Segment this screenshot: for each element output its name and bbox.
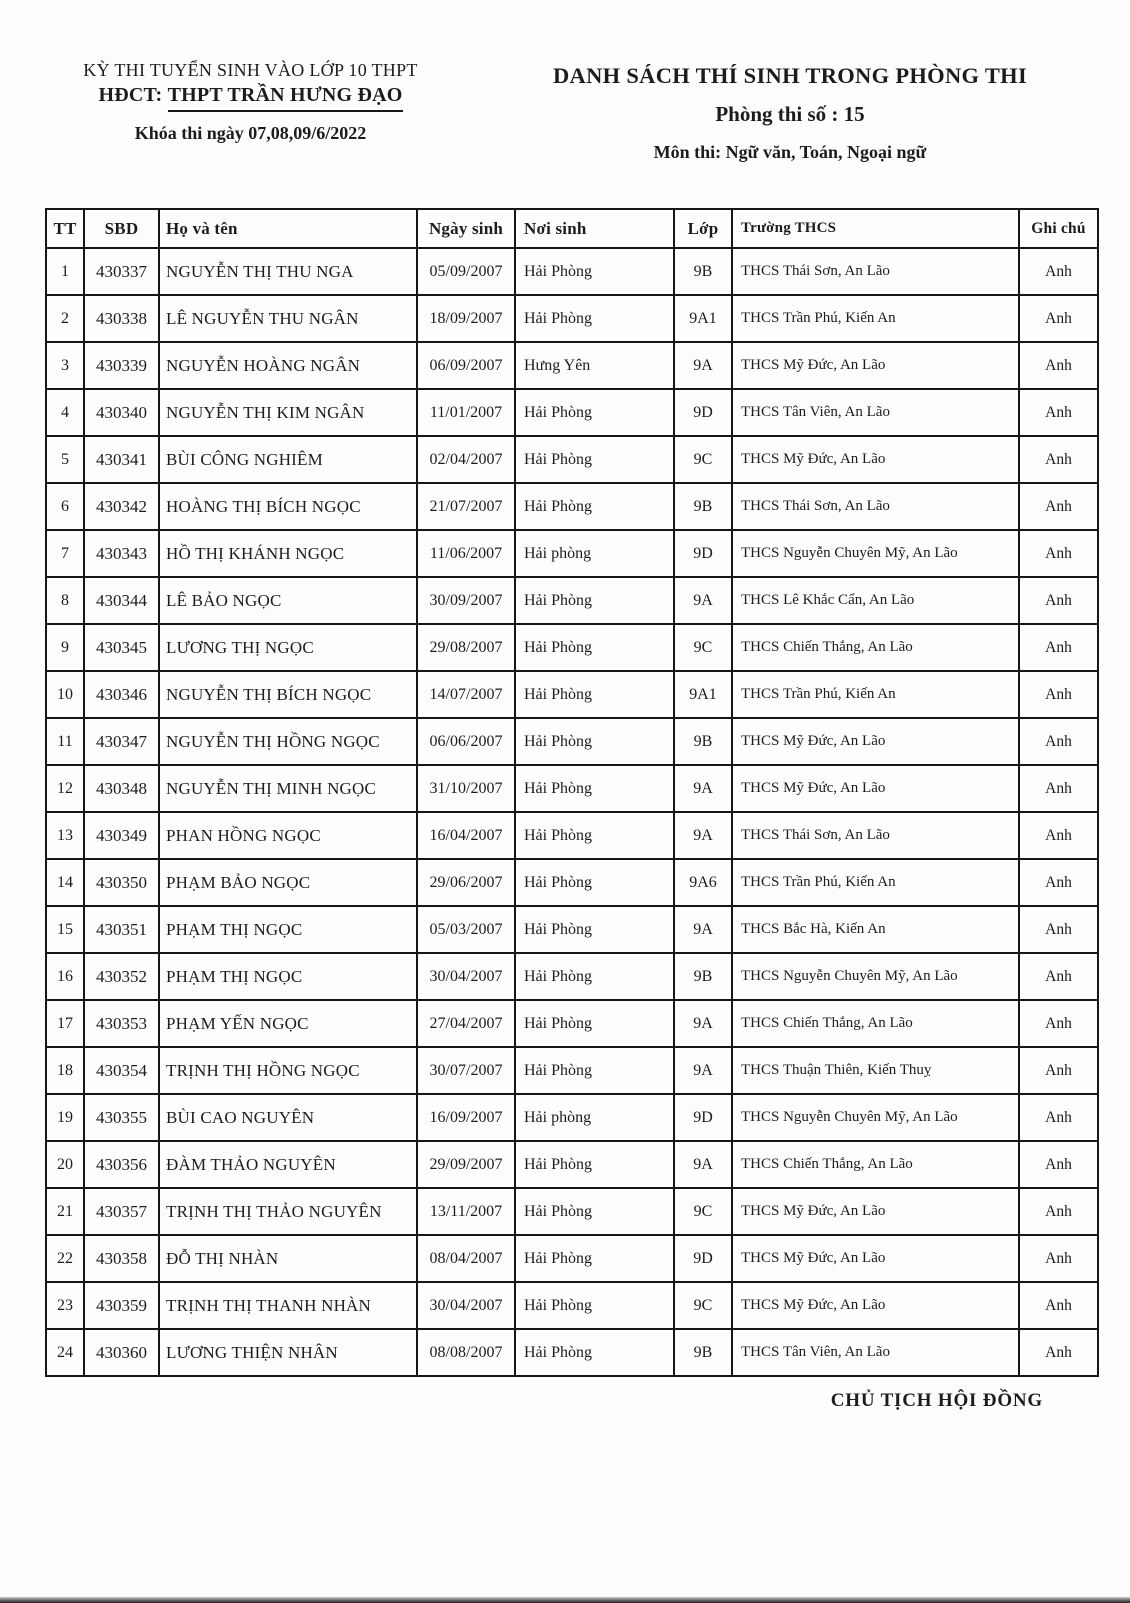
cell-class: 9C: [674, 1188, 732, 1235]
cell-full-name: PHẠM YẾN NGỌC: [159, 1000, 417, 1047]
cell-tt: 18: [46, 1047, 84, 1094]
cell-sbd: 430339: [84, 342, 159, 389]
cell-sbd: 430349: [84, 812, 159, 859]
cell-tt: 19: [46, 1094, 84, 1141]
cell-sbd: 430344: [84, 577, 159, 624]
cell-class: 9A: [674, 577, 732, 624]
cell-birth-date: 06/06/2007: [417, 718, 515, 765]
cell-tt: 3: [46, 342, 84, 389]
cell-birth-place: Hải Phòng: [515, 859, 674, 906]
cell-note: Anh: [1019, 530, 1098, 577]
cell-birth-date: 11/01/2007: [417, 389, 515, 436]
cell-class: 9A6: [674, 859, 732, 906]
cell-birth-place: Hải Phòng: [515, 1235, 674, 1282]
table-row: [46, 859, 1098, 906]
cell-birth-date: 02/04/2007: [417, 436, 515, 483]
cell-sbd: 430342: [84, 483, 159, 530]
cell-birth-date: 30/04/2007: [417, 953, 515, 1000]
cell-birth-date: 30/07/2007: [417, 1047, 515, 1094]
cell-full-name: BÙI CAO NGUYÊN: [159, 1094, 417, 1141]
cell-birth-place: Hưng Yên: [515, 342, 674, 389]
cell-full-name: LÊ BẢO NGỌC: [159, 577, 417, 624]
cell-birth-date: 14/07/2007: [417, 671, 515, 718]
cell-birth-date: 16/04/2007: [417, 812, 515, 859]
cell-note: Anh: [1019, 1235, 1098, 1282]
cell-secondary-school: THCS Tân Viên, An Lão: [732, 1329, 1019, 1376]
cell-class: 9A: [674, 1047, 732, 1094]
cell-birth-place: Hải Phòng: [515, 765, 674, 812]
cell-birth-date: 30/09/2007: [417, 577, 515, 624]
cell-tt: 8: [46, 577, 84, 624]
cell-birth-date: 30/04/2007: [417, 1282, 515, 1329]
cell-class: 9A: [674, 812, 732, 859]
table-row: [46, 1329, 1098, 1376]
cell-sbd: 430352: [84, 953, 159, 1000]
cell-tt: 1: [46, 248, 84, 295]
cell-secondary-school: THCS Bắc Hà, Kiến An: [732, 906, 1019, 953]
cell-class: 9D: [674, 530, 732, 577]
cell-class: 9B: [674, 248, 732, 295]
cell-birth-date: 08/08/2007: [417, 1329, 515, 1376]
cell-tt: 4: [46, 389, 84, 436]
cell-sbd: 430347: [84, 718, 159, 765]
cell-birth-place: Hải phòng: [515, 530, 674, 577]
signature-title: CHỦ TỊCH HỘI ĐỒNG: [830, 1390, 1043, 1411]
cell-tt: 2: [46, 295, 84, 342]
cell-birth-place: Hải Phòng: [515, 718, 674, 765]
cell-birth-date: 16/09/2007: [417, 1094, 515, 1141]
cell-tt: 12: [46, 765, 84, 812]
table-row: [46, 1141, 1098, 1188]
cell-class: 9A1: [674, 295, 732, 342]
table-row: [46, 671, 1098, 718]
table-row: [46, 718, 1098, 765]
cell-tt: 13: [46, 812, 84, 859]
column-header-tt: TT: [46, 209, 84, 248]
cell-full-name: PHAN HỒNG NGỌC: [159, 812, 417, 859]
cell-birth-place: Hải Phòng: [515, 389, 674, 436]
cell-birth-place: Hải Phòng: [515, 436, 674, 483]
cell-sbd: 430356: [84, 1141, 159, 1188]
cell-birth-place: Hải Phòng: [515, 483, 674, 530]
cell-sbd: 430360: [84, 1329, 159, 1376]
cell-sbd: 430357: [84, 1188, 159, 1235]
cell-secondary-school: THCS Nguyễn Chuyên Mỹ, An Lão: [732, 530, 1019, 577]
cell-secondary-school: THCS Thái Sơn, An Lão: [732, 812, 1019, 859]
cell-class: 9A1: [674, 671, 732, 718]
cell-secondary-school: THCS Mỹ Đức, An Lão: [732, 1235, 1019, 1282]
cell-birth-place: Hải Phòng: [515, 1000, 674, 1047]
cell-sbd: 430338: [84, 295, 159, 342]
cell-full-name: NGUYỄN THỊ BÍCH NGỌC: [159, 671, 417, 718]
cell-sbd: 430343: [84, 530, 159, 577]
exam-subjects: Môn thi: Ngữ văn, Toán, Ngoại ngữ: [653, 142, 927, 162]
cell-sbd: 430350: [84, 859, 159, 906]
cell-full-name: TRỊNH THỊ HỒNG NGỌC: [159, 1047, 417, 1094]
cell-secondary-school: THCS Mỹ Đức, An Lão: [732, 1188, 1019, 1235]
cell-birth-date: 21/07/2007: [417, 483, 515, 530]
cell-birth-place: Hải Phòng: [515, 248, 674, 295]
cell-full-name: ĐÀM THẢO NGUYÊN: [159, 1141, 417, 1188]
table-row: [46, 1188, 1098, 1235]
cell-tt: 24: [46, 1329, 84, 1376]
cell-sbd: 430354: [84, 1047, 159, 1094]
cell-secondary-school: THCS Tân Viên, An Lão: [732, 389, 1019, 436]
cell-note: Anh: [1019, 859, 1098, 906]
cell-birth-date: 29/09/2007: [417, 1141, 515, 1188]
exam-session-title: KỲ THI TUYỂN SINH VÀO LỚP 10 THPT: [83, 60, 418, 80]
cell-birth-place: Hải Phòng: [515, 953, 674, 1000]
cell-class: 9C: [674, 624, 732, 671]
cell-birth-date: 29/06/2007: [417, 859, 515, 906]
cell-birth-place: Hải Phòng: [515, 624, 674, 671]
exam-dates: Khóa thi ngày 07,08,09/6/2022: [134, 123, 367, 143]
scan-artifact-bar: [0, 1597, 1130, 1603]
cell-note: Anh: [1019, 953, 1098, 1000]
cell-secondary-school: THCS Mỹ Đức, An Lão: [732, 718, 1019, 765]
cell-secondary-school: THCS Mỹ Đức, An Lão: [732, 342, 1019, 389]
cell-note: Anh: [1019, 1000, 1098, 1047]
cell-sbd: 430359: [84, 1282, 159, 1329]
cell-birth-place: Hải Phòng: [515, 1188, 674, 1235]
cell-class: 9A: [674, 1141, 732, 1188]
cell-note: Anh: [1019, 671, 1098, 718]
cell-full-name: BÙI CÔNG NGHIÊM: [159, 436, 417, 483]
cell-birth-date: 05/03/2007: [417, 906, 515, 953]
cell-tt: 21: [46, 1188, 84, 1235]
cell-full-name: PHẠM THỊ NGỌC: [159, 906, 417, 953]
cell-birth-date: 13/11/2007: [417, 1188, 515, 1235]
council-prefix: HĐCT:: [98, 84, 168, 106]
cell-note: Anh: [1019, 1047, 1098, 1094]
cell-secondary-school: THCS Thái Sơn, An Lão: [732, 248, 1019, 295]
cell-sbd: 430351: [84, 906, 159, 953]
cell-class: 9B: [674, 953, 732, 1000]
cell-birth-date: 27/04/2007: [417, 1000, 515, 1047]
cell-note: Anh: [1019, 765, 1098, 812]
cell-full-name: PHẠM BẢO NGỌC: [159, 859, 417, 906]
cell-full-name: ĐỖ THỊ NHÀN: [159, 1235, 417, 1282]
cell-secondary-school: THCS Mỹ Đức, An Lão: [732, 765, 1019, 812]
cell-tt: 14: [46, 859, 84, 906]
cell-full-name: PHẠM THỊ NGỌC: [159, 953, 417, 1000]
cell-class: 9C: [674, 1282, 732, 1329]
table-row: [46, 295, 1098, 342]
cell-birth-place: Hải Phòng: [515, 1282, 674, 1329]
exam-session-block: [38, 60, 463, 144]
candidate-table: [45, 208, 1099, 1377]
cell-secondary-school: THCS Trần Phú, Kiến An: [732, 671, 1019, 718]
cell-secondary-school: THCS Trần Phú, Kiến An: [732, 295, 1019, 342]
table-row: [46, 812, 1098, 859]
column-header-class: Lớp: [674, 209, 732, 248]
cell-class: 9D: [674, 1094, 732, 1141]
column-header-birth-date: Ngày sinh: [417, 209, 515, 248]
cell-birth-date: 05/09/2007: [417, 248, 515, 295]
page-title: DANH SÁCH THÍ SINH TRONG PHÒNG THI: [552, 63, 1028, 88]
cell-sbd: 430345: [84, 624, 159, 671]
cell-sbd: 430348: [84, 765, 159, 812]
cell-birth-date: 11/06/2007: [417, 530, 515, 577]
cell-secondary-school: THCS Nguyễn Chuyên Mỹ, An Lão: [732, 1094, 1019, 1141]
table-row: [46, 389, 1098, 436]
table-header-row: [46, 209, 1098, 248]
cell-secondary-school: THCS Chiến Thắng, An Lão: [732, 1000, 1019, 1047]
table-row: [46, 1282, 1098, 1329]
cell-note: Anh: [1019, 1329, 1098, 1376]
cell-class: 9D: [674, 389, 732, 436]
table-row: [46, 953, 1098, 1000]
cell-sbd: 430340: [84, 389, 159, 436]
cell-note: Anh: [1019, 483, 1098, 530]
table-row: [46, 530, 1098, 577]
table-row: [46, 624, 1098, 671]
cell-full-name: LƯƠNG THIỆN NHÂN: [159, 1329, 417, 1376]
cell-full-name: HỒ THỊ KHÁNH NGỌC: [159, 530, 417, 577]
cell-note: Anh: [1019, 1282, 1098, 1329]
cell-full-name: TRỊNH THỊ THANH NHÀN: [159, 1282, 417, 1329]
cell-birth-place: Hải Phòng: [515, 295, 674, 342]
column-header-sbd: SBD: [84, 209, 159, 248]
cell-note: Anh: [1019, 436, 1098, 483]
exam-council-line: [38, 84, 463, 112]
cell-secondary-school: THCS Mỹ Đức, An Lão: [732, 1282, 1019, 1329]
cell-class: 9C: [674, 436, 732, 483]
cell-note: Anh: [1019, 295, 1098, 342]
cell-birth-place: Hải Phòng: [515, 1047, 674, 1094]
cell-secondary-school: THCS Thái Sơn, An Lão: [732, 483, 1019, 530]
cell-birth-date: 06/09/2007: [417, 342, 515, 389]
cell-secondary-school: THCS Chiến Thắng, An Lão: [732, 624, 1019, 671]
cell-tt: 16: [46, 953, 84, 1000]
cell-secondary-school: THCS Chiến Thắng, An Lão: [732, 1141, 1019, 1188]
cell-full-name: HOÀNG THỊ BÍCH NGỌC: [159, 483, 417, 530]
cell-note: Anh: [1019, 812, 1098, 859]
cell-birth-place: Hải Phòng: [515, 906, 674, 953]
cell-sbd: 430355: [84, 1094, 159, 1141]
table-row: [46, 765, 1098, 812]
cell-secondary-school: THCS Lê Khắc Cẩn, An Lão: [732, 577, 1019, 624]
cell-secondary-school: THCS Nguyễn Chuyên Mỹ, An Lão: [732, 953, 1019, 1000]
table-row: [46, 436, 1098, 483]
cell-birth-place: Hải Phòng: [515, 577, 674, 624]
cell-tt: 9: [46, 624, 84, 671]
column-header-full-name: Họ và tên: [159, 209, 417, 248]
cell-tt: 11: [46, 718, 84, 765]
cell-birth-date: 31/10/2007: [417, 765, 515, 812]
cell-note: Anh: [1019, 342, 1098, 389]
cell-tt: 17: [46, 1000, 84, 1047]
table-row: [46, 342, 1098, 389]
cell-birth-date: 18/09/2007: [417, 295, 515, 342]
cell-full-name: NGUYỄN THỊ THU NGA: [159, 248, 417, 295]
cell-sbd: 430346: [84, 671, 159, 718]
cell-note: Anh: [1019, 248, 1098, 295]
table-row: [46, 1235, 1098, 1282]
cell-birth-date: 08/04/2007: [417, 1235, 515, 1282]
cell-full-name: LÊ NGUYỄN THU NGÂN: [159, 295, 417, 342]
cell-tt: 22: [46, 1235, 84, 1282]
table-row: [46, 483, 1098, 530]
column-header-secondary-school: Trường THCS: [732, 209, 1019, 248]
cell-class: 9B: [674, 483, 732, 530]
cell-sbd: 430353: [84, 1000, 159, 1047]
table-row: [46, 577, 1098, 624]
table-row: [46, 1000, 1098, 1047]
cell-tt: 6: [46, 483, 84, 530]
table-row: [46, 1094, 1098, 1141]
cell-note: Anh: [1019, 624, 1098, 671]
cell-full-name: NGUYỄN THỊ MINH NGỌC: [159, 765, 417, 812]
cell-note: Anh: [1019, 718, 1098, 765]
cell-sbd: 430341: [84, 436, 159, 483]
cell-sbd: 430337: [84, 248, 159, 295]
cell-class: 9A: [674, 342, 732, 389]
table-row: [46, 1047, 1098, 1094]
cell-note: Anh: [1019, 389, 1098, 436]
cell-sbd: 430358: [84, 1235, 159, 1282]
cell-full-name: NGUYỄN THỊ KIM NGÂN: [159, 389, 417, 436]
table-row: [46, 906, 1098, 953]
table-row: [46, 248, 1098, 295]
cell-birth-place: Hải phòng: [515, 1094, 674, 1141]
cell-birth-place: Hải Phòng: [515, 1329, 674, 1376]
cell-full-name: NGUYỄN THỊ HỒNG NGỌC: [159, 718, 417, 765]
cell-note: Anh: [1019, 577, 1098, 624]
cell-birth-place: Hải Phòng: [515, 1141, 674, 1188]
cell-class: 9A: [674, 906, 732, 953]
cell-note: Anh: [1019, 906, 1098, 953]
cell-secondary-school: THCS Thuận Thiên, Kiến Thuỵ: [732, 1047, 1019, 1094]
column-header-note: Ghi chú: [1019, 209, 1098, 248]
cell-class: 9B: [674, 718, 732, 765]
table-body: [46, 248, 1098, 1376]
column-header-birth-place: Nơi sinh: [515, 209, 674, 248]
cell-note: Anh: [1019, 1188, 1098, 1235]
cell-tt: 10: [46, 671, 84, 718]
cell-tt: 23: [46, 1282, 84, 1329]
cell-class: 9A: [674, 1000, 732, 1047]
cell-note: Anh: [1019, 1141, 1098, 1188]
cell-class: 9D: [674, 1235, 732, 1282]
exam-room-number: Phòng thi số : 15: [715, 102, 865, 126]
council-school-name: THPT TRẦN HƯNG ĐẠO: [168, 84, 403, 112]
cell-full-name: LƯƠNG THỊ NGỌC: [159, 624, 417, 671]
cell-tt: 15: [46, 906, 84, 953]
cell-tt: 5: [46, 436, 84, 483]
cell-tt: 20: [46, 1141, 84, 1188]
document-title-block: [505, 63, 1075, 163]
cell-secondary-school: THCS Mỹ Đức, An Lão: [732, 436, 1019, 483]
cell-birth-place: Hải Phòng: [515, 671, 674, 718]
cell-class: 9B: [674, 1329, 732, 1376]
cell-full-name: TRỊNH THỊ THẢO NGUYÊN: [159, 1188, 417, 1235]
cell-birth-place: Hải Phòng: [515, 812, 674, 859]
cell-birth-date: 29/08/2007: [417, 624, 515, 671]
cell-note: Anh: [1019, 1094, 1098, 1141]
cell-tt: 7: [46, 530, 84, 577]
cell-secondary-school: THCS Trần Phú, Kiến An: [732, 859, 1019, 906]
cell-full-name: NGUYỄN HOÀNG NGÂN: [159, 342, 417, 389]
cell-class: 9A: [674, 765, 732, 812]
